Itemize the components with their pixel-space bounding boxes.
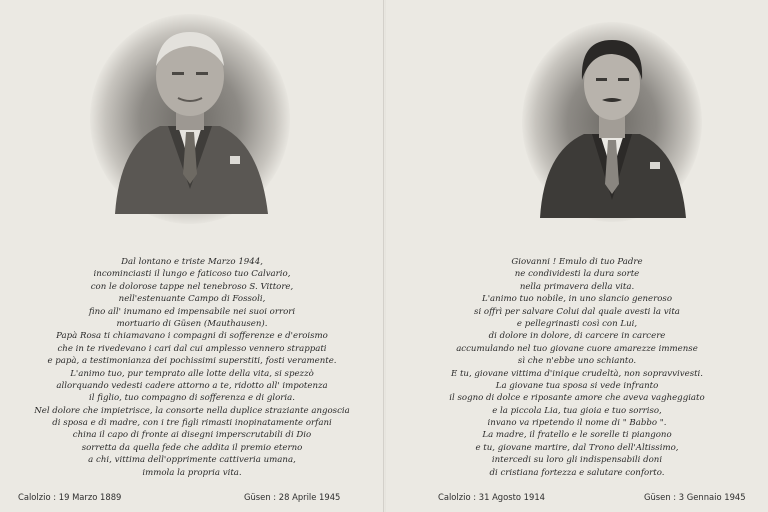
poem-line: L'animo tuo nobile, in uno slancio generoso <box>481 294 673 305</box>
poem-line: che in te rivedevano i cari dal cui amplesso vennero strappati <box>57 343 327 354</box>
poem-line: immola la propria vita. <box>142 467 242 478</box>
poem-line: e papà, a testimonianza dei pochissimi superstiti, fosti veramente. <box>47 356 337 367</box>
poem-line: sì che n'ebbe uno schianto. <box>517 356 637 367</box>
death-date-right: Güsen : 3 Gennaio 1945 <box>644 492 746 502</box>
birth-date-left: Calolzio : 19 Marzo 1889 <box>18 492 122 502</box>
poem-line: invano va ripetendo il nome di " Babbo ". <box>487 418 667 429</box>
poem-line: fino all' inumano ed impensabile nei suoi orrori <box>88 306 296 317</box>
poem-line: il sogno di dolce e riposante amore che aveva vagheggiato <box>449 393 705 404</box>
poem-line: incominciasti il lungo e faticoso tuo Calvario, <box>93 269 291 280</box>
poem-line: nell'estenuante Campo di Fossoli, <box>118 294 266 305</box>
poem-line: nella primavera della vita. <box>519 281 635 292</box>
poem-line: ne condividesti la dura sorte <box>514 269 640 280</box>
poem-line: e tu, giovane martire, dal Trono dell'Altissimo, <box>475 442 679 453</box>
right-page <box>386 0 768 512</box>
poem-line: e la piccola Lia, tua gioia e tuo sorriso, <box>492 405 662 416</box>
death-date-left: Güsen : 28 Aprile 1945 <box>244 492 341 502</box>
poem-line: L'animo tuo, pur temprato alle lotte della vita, si spezzò <box>70 368 314 379</box>
birth-date-right: Calolzio : 31 Agosto 1914 <box>438 492 545 502</box>
portrait-older-man-icon <box>90 14 290 224</box>
poem-line: La giovane tua sposa si vede infranto <box>495 380 659 391</box>
poem-line: Nel dolore che impietrisce, la consorte nella duplice straziante angoscia <box>34 405 350 416</box>
poem-line: china il capo di fronte ai disegni imperscrutabili di Dio <box>72 430 312 441</box>
poem-line: si offrì per salvare Colui dal quale avesti la vita <box>474 306 680 317</box>
poem-line: il figlio, tuo compagno di sofferenza e di gloria. <box>89 393 295 404</box>
left-poem <box>2 256 382 479</box>
poem-line: Papà Rosa ti chiamavano i compagni di sofferenze e d'eroismo <box>56 331 328 342</box>
portrait-young-man-icon <box>522 22 702 222</box>
poem-line: e pellegrinasti così con Lui, <box>516 318 638 329</box>
poem-line: Giovanni ! Emulo di tuo Padre <box>511 257 643 267</box>
poem-line: E tu, giovane vittima d'inique crudeltà, non sopravvivesti. <box>450 368 704 379</box>
poem-line: con le dolorose tappe nel tenebroso S. Vittore, <box>90 281 294 292</box>
poem-line: intercedi su loro gli indispensabili doni <box>491 455 663 466</box>
poem-line: sorretta da quella fede che addita il premio eterno <box>81 442 303 453</box>
poem-line: di cristiana fortezza e salutare conforto. <box>489 467 665 478</box>
poem-line: mortuario di Güsen (Mauthausen). <box>116 318 268 329</box>
right-poem <box>388 256 766 479</box>
poem-line: accumulando nel tuo giovane cuore amarezze immense <box>456 343 698 354</box>
poem-line: di sposa e di madre, con i tre figli rimasti inopinatamente orfani <box>52 418 332 429</box>
poem-line: Dal lontano e triste Marzo 1944, <box>121 257 263 267</box>
poem-line: La madre, il fratello e le sorelle ti piangono <box>482 430 672 441</box>
poem-line: allorquando vedesti cadere attorno a te, ridotto all' impotenza <box>56 380 328 391</box>
poem-line: di dolore in dolore, di carcere in carcere <box>488 331 666 342</box>
poem-line: a chi, vittima dell'opprimente cattiveria umana, <box>88 455 296 466</box>
